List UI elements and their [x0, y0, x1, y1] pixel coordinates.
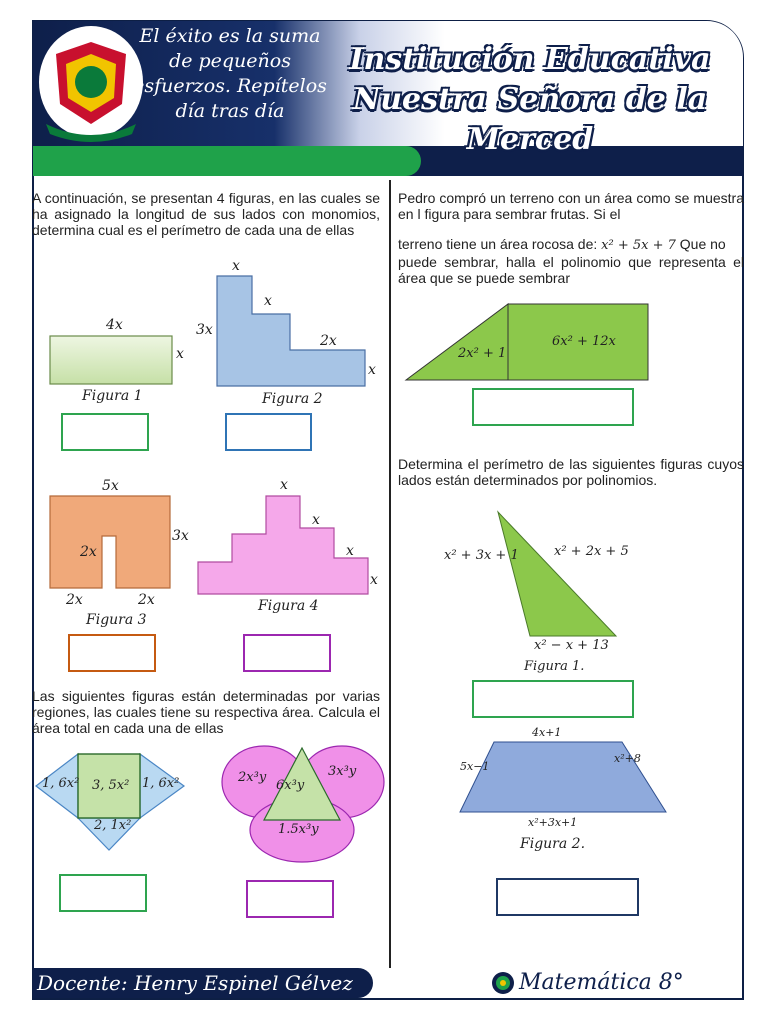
terrain-rect-label: 6x² + 12x [552, 334, 616, 349]
triangle-left-label: x² + 3x + 1 [444, 548, 519, 563]
footer [33, 968, 743, 998]
school-name [320, 40, 740, 160]
area2-answer-box[interactable] [246, 880, 334, 918]
trapezoid-bottom-label: x²+3x+1 [528, 816, 578, 829]
trapezoid-top-label: 4x+1 [532, 726, 562, 739]
area2-right-label: 3x³y [328, 764, 357, 779]
figure2-step2-label: 2x [320, 333, 337, 349]
terrain-triangle-label: 2x² + 1 [458, 346, 507, 361]
figure3-inner-label: 2x [80, 544, 97, 560]
column-divider [389, 180, 391, 968]
figure3-answer-box[interactable] [68, 634, 156, 672]
right-problem-line2 [398, 236, 744, 254]
figure1-rectangle [46, 330, 186, 390]
right-problem-text-1: Pedro compró un terreno con un área como se muestra en l figura para sembrar frutas. Si el [398, 190, 744, 222]
footer-subject: Matemática 8° [519, 970, 684, 995]
area2-bottom-label: 1.5x³y [278, 822, 319, 837]
area2-left-label: 2x³y [238, 770, 267, 785]
area1-answer-box[interactable] [59, 874, 147, 912]
figure1-caption: Figura 1 [82, 388, 143, 404]
triangle-answer-box[interactable] [472, 680, 634, 718]
area-figure1-diamond [34, 750, 188, 852]
footer-seal-icon [491, 971, 515, 995]
area-figure2-venn [218, 742, 386, 866]
figure2-top-label: x [232, 258, 240, 274]
figure1-top-label: 4x [106, 317, 123, 333]
trapezoid-right-label: x²+8 [614, 752, 641, 765]
figure3-u-shape [46, 492, 176, 594]
figure4-caption: Figura 4 [258, 598, 319, 614]
figure3-right-label: 3x [172, 528, 189, 544]
school-name-line2: Nuestra Señora de la Merced [352, 82, 708, 157]
rocky-area-expression: x² + 5x + 7 [601, 238, 676, 253]
figure4-right-label: x [370, 572, 378, 588]
areas-intro-text: Las siguientes figuras están determinadas por varias regiones, las cuales tiene su respectiva área. Calcula el área total en cada una de ellas [32, 688, 380, 736]
figure2-stair-shape [212, 270, 372, 390]
area2-center-label: 6x³y [276, 778, 305, 793]
area1-center-label: 3, 5x² [92, 778, 130, 793]
figure1-side-label: x [176, 346, 184, 362]
trapezoid-caption: Figura 2. [520, 836, 586, 852]
perimeter-intro-text: Determina el perímetro de las siguientes figuras cuyos lados están determinados por polinomios. [398, 456, 744, 488]
trapezoid-answer-box[interactable] [496, 878, 639, 916]
header-motto: El éxito es la suma de pequeños esfuerzos. Repítelos día tras día [133, 25, 327, 122]
trapezoid-left-label: 5x−1 [460, 760, 490, 773]
figure4-step1-label: x [312, 512, 320, 528]
area1-right-label: 1, 6x² [142, 776, 180, 791]
figure3-top-label: 5x [102, 478, 119, 494]
figure1-answer-box[interactable] [61, 413, 149, 451]
figure4-top-label: x [280, 477, 288, 493]
triangle-bottom-label: x² − x + 13 [534, 638, 609, 653]
right-problem-text-2b: Que no [679, 236, 726, 252]
school-name-line1: Institución Educativa [349, 42, 711, 77]
figure4-step2-label: x [346, 543, 354, 559]
area1-bottom-label: 2, 1x² [94, 818, 132, 833]
trapezoid-figure [458, 738, 670, 816]
figure2-step1-label: x [264, 293, 272, 309]
footer-teacher: Docente: Henry Espinel Gélvez [33, 968, 373, 998]
figure2-answer-box[interactable] [225, 413, 312, 451]
right-problem-text-3: puede sembrar, halla el polinomio que representa el área que se puede sembrar [398, 254, 744, 286]
figure2-caption: Figura 2 [262, 391, 323, 407]
figure3-bottom-right-label: 2x [138, 592, 155, 608]
figure3-caption: Figura 3 [86, 612, 147, 628]
figure4-answer-box[interactable] [243, 634, 331, 672]
figure2-right-label: x [368, 362, 376, 378]
figure2-left-label: 3x [196, 322, 213, 338]
terrain-answer-box[interactable] [472, 388, 634, 426]
triangle-right-label: x² + 2x + 5 [554, 544, 629, 559]
terrain-figure [404, 300, 654, 384]
area1-left-label: 1, 6x² [42, 776, 80, 791]
left-intro-text: A continuación, se presentan 4 figuras, en las cuales se ha asignado la longitud de sus lados con monomios, determina cual es el perímetro de cada una de ellas [32, 190, 380, 238]
triangle-figure [494, 508, 624, 640]
right-problem-text-2a: terreno tiene un área rocosa de: [398, 236, 598, 252]
triangle-caption: Figura 1. [524, 659, 585, 674]
figure3-bottom-left-label: 2x [66, 592, 83, 608]
